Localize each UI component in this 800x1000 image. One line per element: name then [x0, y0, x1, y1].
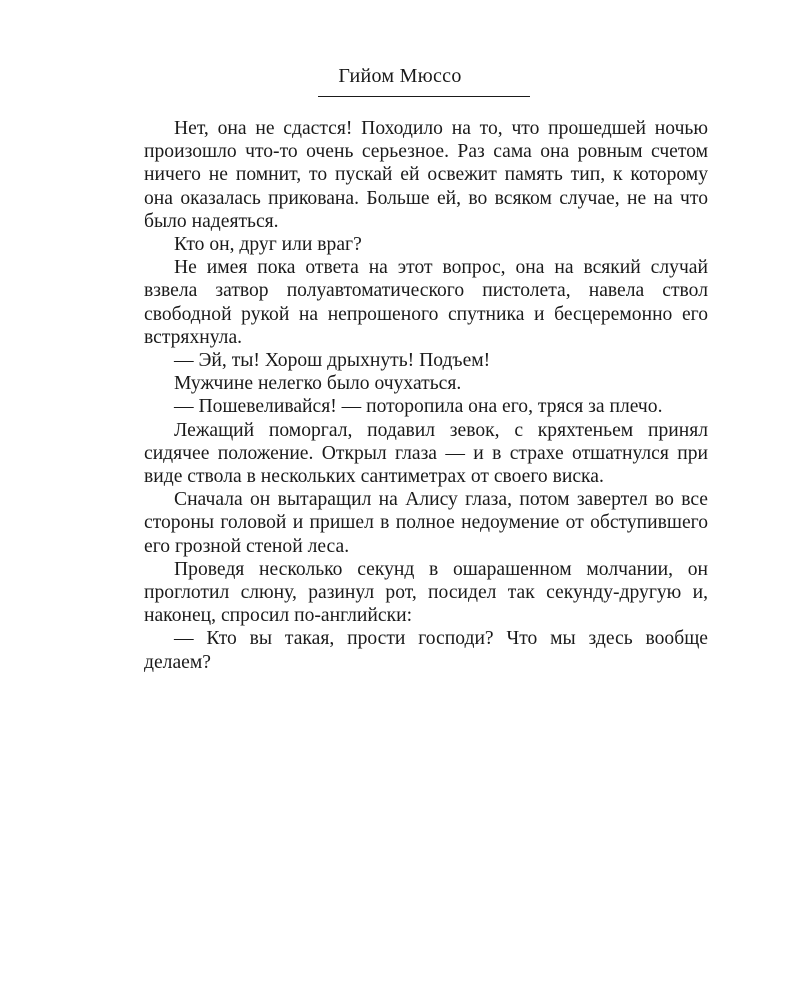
- dialogue-line: — Пошевеливайся! — поторопила она его, тряся за плечо.: [174, 396, 663, 418]
- paragraph: Сначала он вытаращил на Алису глаза, потом завертел во все стороны головой и пришел в полное недоумение от обступившего его грозной стеной леса.: [144, 489, 708, 557]
- paragraph: Мужчине нелегко было очухаться.: [174, 373, 462, 395]
- paragraph: Кто он, друг или враг?: [174, 234, 362, 256]
- header-rule: [318, 96, 530, 97]
- paragraph: Не имея пока ответа на этот вопрос, она на всякий случай взвела затвор полуавтоматического пистолета, навела ствол свободной рукой на непрошеного спутника и бесцеремонно его встряхнула.: [144, 257, 708, 348]
- dialogue-line: — Эй, ты! Хорош дрыхнуть! Подъем!: [174, 350, 491, 372]
- dialogue-line: — Кто вы такая, прости господи? Что мы здесь вообще делаем?: [144, 628, 708, 673]
- body-text: [144, 117, 708, 674]
- running-head-author: Гийом Мюссо: [338, 65, 462, 87]
- paragraph: Проведя несколько секунд в ошарашенном молчании, он проглотил слюну, разинул рот, посидел так секунду-другую и, наконец, спросил по-английски:: [144, 558, 708, 627]
- paragraph: Лежащий поморгал, подавил зевок, с кряхтеньем принял сидячее положение. Открыл глаза — и в страхе отшатнулся при виде ствола в нескольких сантиметрах от своего виска.: [144, 419, 708, 488]
- paragraph: Нет, она не сдастся! Походило на то, что прошедшей ночью произошло что-то очень серьезное. Раз сама она ровным счетом ничего не помнит, то пускай ей освежит память тип, к которому она оказалась прикована. Больше ей, во всяком случае, не на что было надеяться.: [144, 118, 708, 232]
